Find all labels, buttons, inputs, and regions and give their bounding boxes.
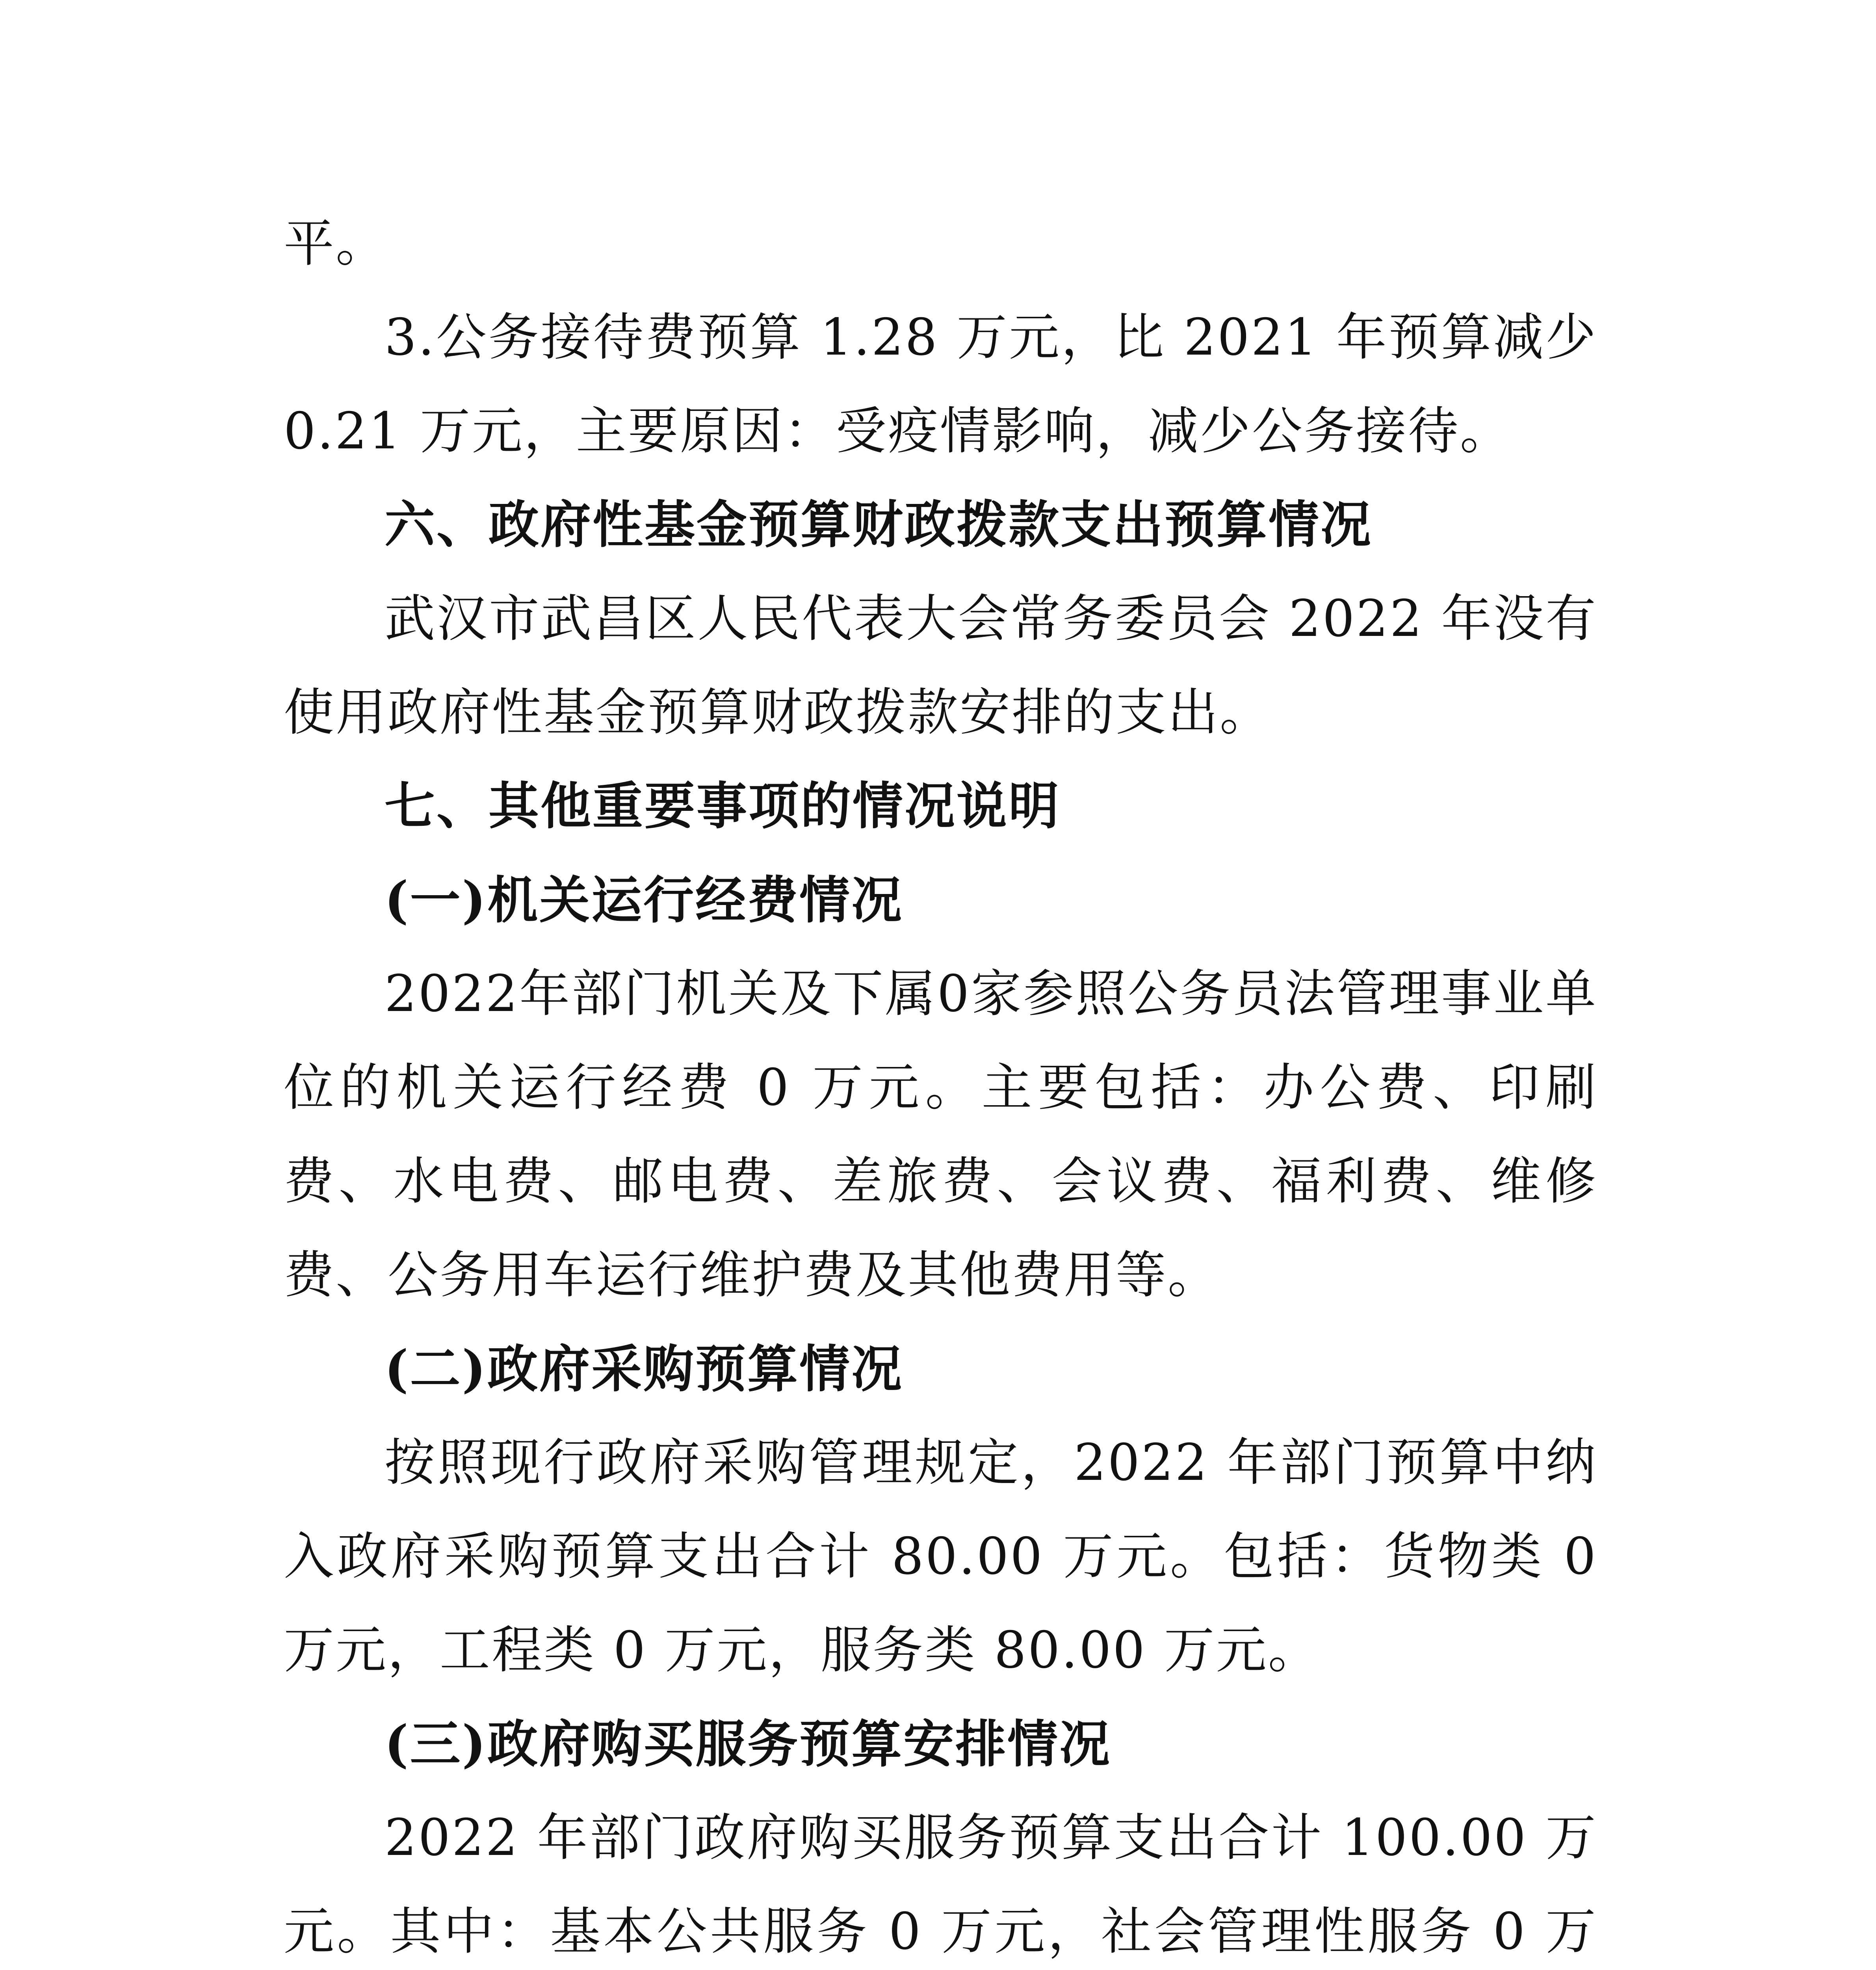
document-body bbox=[284, 197, 1597, 1970]
paragraph-operating-expenses: 2022年部门机关及下属0家参照公务员法管理事业单位的机关运行经费 0 万元。主要包括：办公费、印刷费、水电费、邮电费、差旅费、会议费、福利费、维修费、公务用车运行维护费及其他费用等。 bbox=[284, 965, 1597, 1305]
paragraph-procurement: 按照现行政府采购管理规定，2022 年部门预算中纳入政府采购预算支出合计 80.00 万元。包括：货物类 0 万元，工程类 0 万元，服务类 80.00 万元。 bbox=[284, 1433, 1597, 1680]
paragraph-purchased-services: 2022 年部门政府购买服务预算支出合计 100.00 万元。其中：基本公共服务 0 万元，社会管理性服务 0 万 bbox=[284, 1808, 1597, 1961]
subheading-procurement: (二)政府采购预算情况 bbox=[384, 1340, 904, 1399]
paragraph-continuation: 平。 bbox=[284, 214, 388, 273]
section-heading-government-fund: 六、政府性基金预算财政拨款支出预算情况 bbox=[384, 496, 1373, 554]
subheading-operating-expenses: (一)机关运行经费情况 bbox=[384, 871, 904, 930]
paragraph-reception-fee: 3.公务接待费预算 1.28 万元，比 2021 年预算减少 0.21 万元，主要原因：受疫情影响，减少公务接待。 bbox=[284, 308, 1597, 461]
section-heading-other-matters: 七、其他重要事项的情况说明 bbox=[384, 777, 1061, 836]
paragraph-government-fund: 武汉市武昌区人民代表大会常务委员会 2022 年没有使用政府性基金预算财政拨款安排的支出。 bbox=[284, 589, 1597, 742]
subheading-purchased-services: (三)政府购买服务预算安排情况 bbox=[384, 1715, 1112, 1774]
